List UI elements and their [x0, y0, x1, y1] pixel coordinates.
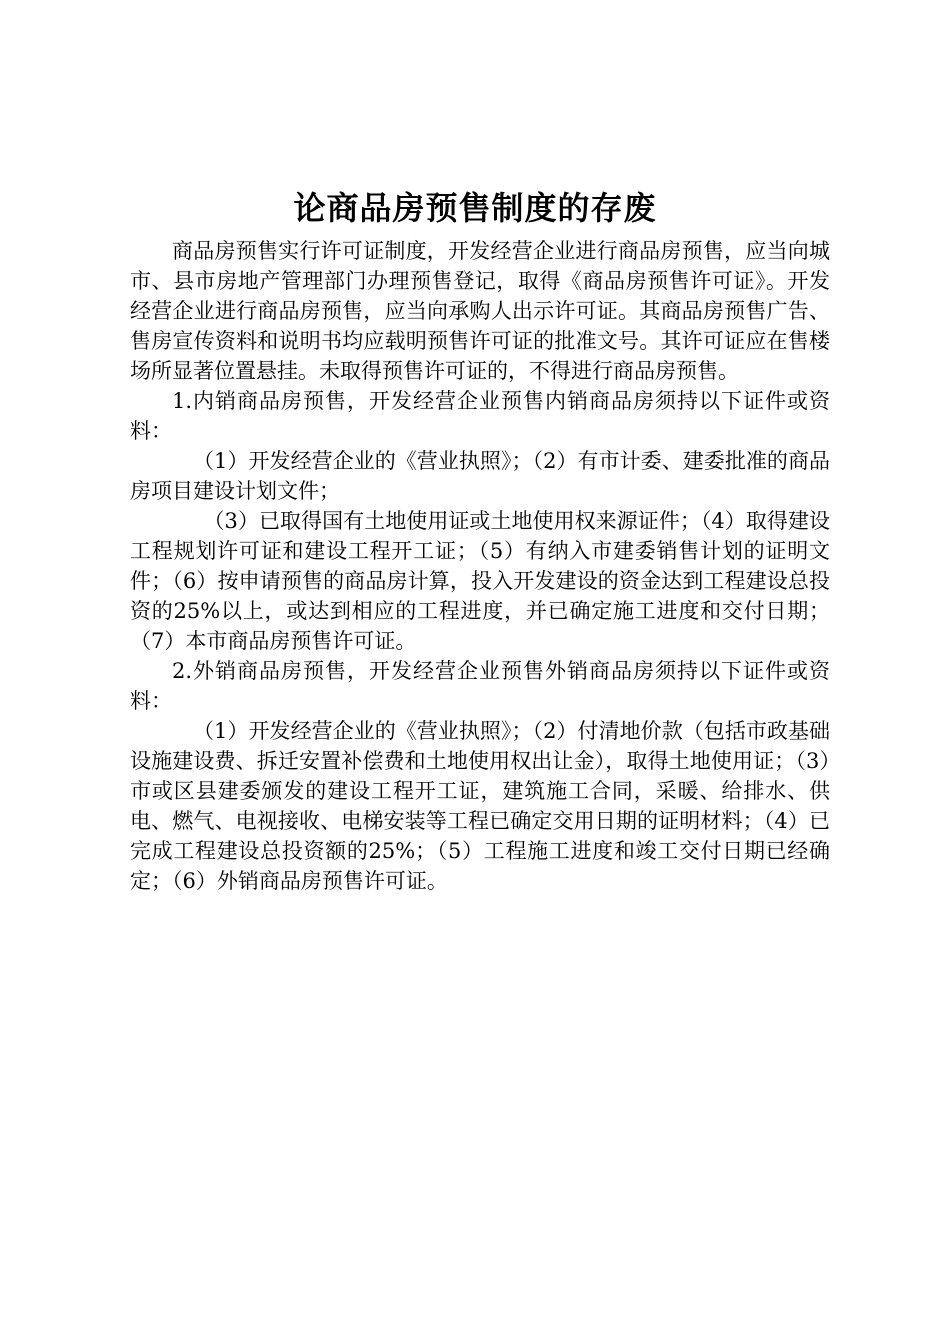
document-title: 论商品房预售制度的存废: [293, 189, 657, 227]
paragraph-domestic-items-1: （1）开发经营企业的《营业执照》；（2）有市计委、建委批准的商品房项目建设计划文件；: [130, 449, 830, 503]
paragraph-foreign-items: （1）开发经营企业的《营业执照》；（2）付清地价款（包括市政基础设施建设费、拆迁安置补偿费和土地使用权出让金），取得土地使用证；（3）市或区县建委颁发的建设工程开工证，建筑施工合同，采暖、给排水、供电、燃气、电视接收、电梯安装等工程已确定交用日期的证明材料；（4）已完成工程建设总投资额的25%；（5）工程施工进度和竣工交付日期已经确定；（6）外销商品房预售许可证。: [130, 719, 830, 893]
paragraph-domestic-items-2: （3）已取得国有土地使用证或土地使用权来源证件；（4）取得建设工程规划许可证和建设工程开工证；（5）有纳入市建委销售计划的证明文件；（6）按申请预售的商品房计算，投入开发建设的资金达到工程建设总投资的25%以上，或达到相应的工程进度，并已确定施工进度和交付日期；（7）本市商品房预售许可证。: [130, 509, 830, 653]
document-body: [130, 236, 830, 896]
paragraph-domestic-heading: 1.内销商品房预售，开发经营企业预售内销商品房须持以下证件或资料：: [130, 389, 830, 443]
paragraph-foreign-heading: 2.外销商品房预售，开发经营企业预售外销商品房须持以下证件或资料：: [130, 659, 830, 713]
paragraph-intro: 商品房预售实行许可证制度，开发经营企业进行商品房预售，应当向城市、县市房地产管理部门办理预售登记，取得《商品房预售许可证》。开发经营企业进行商品房预售，应当向承购人出示许可证。其商品房预售广告、售房宣传资料和说明书均应载明预售许可证的批准文号。其许可证应在售楼场所显著位置悬挂。未取得预售许可证的，不得进行商品房预售。: [130, 239, 830, 383]
